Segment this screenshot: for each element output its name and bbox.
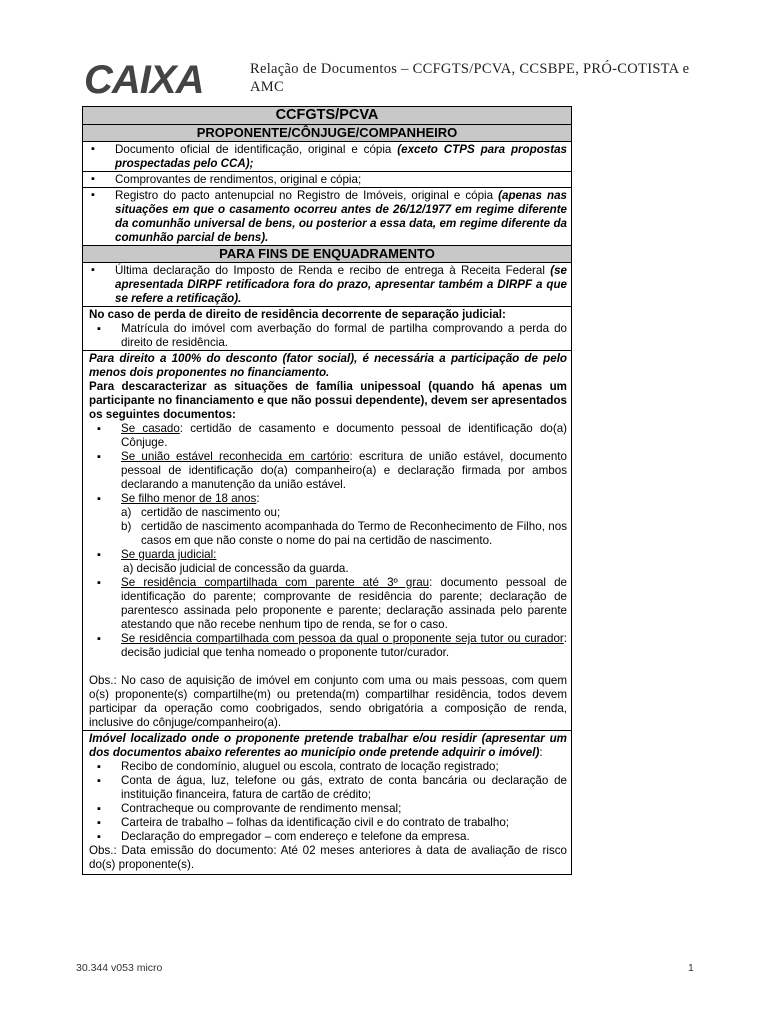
document-header xyxy=(84,58,704,102)
obs-text: Obs.: Data emissão do documento: Até 02 meses anteriores à data de avaliação de risco do(s) proponente(s). xyxy=(89,844,567,871)
fator-social-text: Para direito a 100% do desconto (fator social), é necessária a participação de pelo menos dois proponentes no financiamento. xyxy=(89,352,567,379)
spacer xyxy=(89,660,567,674)
perda-section xyxy=(83,307,571,351)
sub-item: a) certidão de nascimento ou; xyxy=(121,506,281,519)
fator-social-section xyxy=(83,351,571,731)
obs-text: Obs.: No caso de aquisição de imóvel em conjunto com uma ou mais pessoas, com quem o(s) proponente(s) compartilhe(m) ou pretenda(m) compartilhar residência, todos devem participar da operação como coobrigados, sendo obrigatória a composição de renda, inclusive do cônjuge/companheiro(a). xyxy=(89,674,567,729)
list-item: ▪ Se casado: certidão de casamento e documento pessoal de identificação do(a) Cônjuge. xyxy=(89,422,567,450)
sub-item: a) decisão judicial de concessão da guarda. xyxy=(123,562,349,575)
list-item: ▪ Documento oficial de identificação, original e cópia (exceto CTPS para propostas prospectadas pelo CCA); xyxy=(83,142,571,172)
list-item: ▪ Se filho menor de 18 anos: xyxy=(89,492,567,506)
imovel-section xyxy=(83,731,571,874)
caixa-logo: CAIXA xyxy=(84,58,204,102)
list-item: ▪ Comprovantes de rendimentos, original e cópia; xyxy=(83,172,571,188)
list-item: ▪ Registro do pacto antenupcial no Registro de Imóveis, original e cópia (apenas nas situações em que o casamento ocorreu antes de 26/12/1977 em regime diferente da comunhão universal de bens, ou posterior a essa data, em regime diferente da comunhão parcial de bens). xyxy=(83,188,571,246)
imovel-heading: Imóvel localizado onde o proponente pretende trabalhar e/ou residir (apresentar um dos documentos abaixo referentes ao município onde pretende adquirir o imóvel): xyxy=(89,732,567,759)
list-item: ▪ Se guarda judicial: xyxy=(89,548,567,562)
list-item: ▪ Declaração do empregador – com endereço e telefone da empresa. xyxy=(89,830,567,844)
list-item: ▪ Carteira de trabalho – folhas da identificação civil e do contrato de trabalho; xyxy=(89,816,567,830)
list-item: ▪ Se união estável reconhecida em cartório: escritura de união estável, documento pessoal de identificação do(a) companheiro(a) e declaração firmada por ambos declarando a manutenção da união estável. xyxy=(89,450,567,492)
list-item: ▪ Conta de água, luz, telefone ou gás, extrato de conta bancária ou declaração de instituição financeira, fatura de cartão de crédito; xyxy=(89,774,567,802)
section-band-enquadramento: PARA FINS DE ENQUADRAMENTO xyxy=(83,246,571,263)
list-item: ▪ Se residência compartilhada com parente até 3º grau: documento pessoal de identificação do parente; comprovante de residência do parente; declaração de parentesco assinada pelo proponente e parente; declaração assinada pelo parente atestando que não recebe nenhum tipo de renda, se for o caso. xyxy=(89,576,567,632)
document-title: Relação de Documentos – CCFGTS/PCVA, CCSBPE, PRÓ-COTISTA e AMC xyxy=(250,61,690,95)
footer-code: 30.344 v053 micro xyxy=(76,962,163,974)
list-item: ▪ Se residência compartilhada com pessoa da qual o proponente seja tutor ou curador: decisão judicial que tenha nomeado o proponente tutor/curador. xyxy=(89,632,567,660)
list-item: ▪ Recibo de condomínio, aluguel ou escola, contrato de locação registrado; xyxy=(89,760,567,774)
list-item: ▪ Contracheque ou comprovante de rendimento mensal; xyxy=(89,802,567,816)
perda-heading: No caso de perda de direito de residência decorrente de separação judicial: xyxy=(89,308,506,321)
section-band-proponente: PROPONENTE/CÔNJUGE/COMPANHEIRO xyxy=(83,125,571,142)
list-item: ▪ Matrícula do imóvel com averbação do formal de partilha comprovando a perda do direito de residência. xyxy=(89,322,567,350)
list-item: ▪ Última declaração do Imposto de Renda e recibo de entrega à Receita Federal (se apresentada DIRPF retificadora fora do prazo, apresentar também a DIRPF a que se refere a retificação). xyxy=(83,263,571,307)
document-table xyxy=(82,106,572,875)
sub-item: b) certidão de nascimento acompanhada do Termo de Reconhecimento de Filho, nos casos em que não conste o nome do pai na certidão de nascimento. xyxy=(121,520,567,547)
unipessoal-text: Para descaracterizar as situações de família unipessoal (quando há apenas um participante no financiamento e que não possui dependente), devem ser apresentados os seguintes documentos: xyxy=(89,380,567,421)
section-band-main: CCFGTS/PCVA xyxy=(83,107,571,125)
page-number: 1 xyxy=(688,962,694,974)
